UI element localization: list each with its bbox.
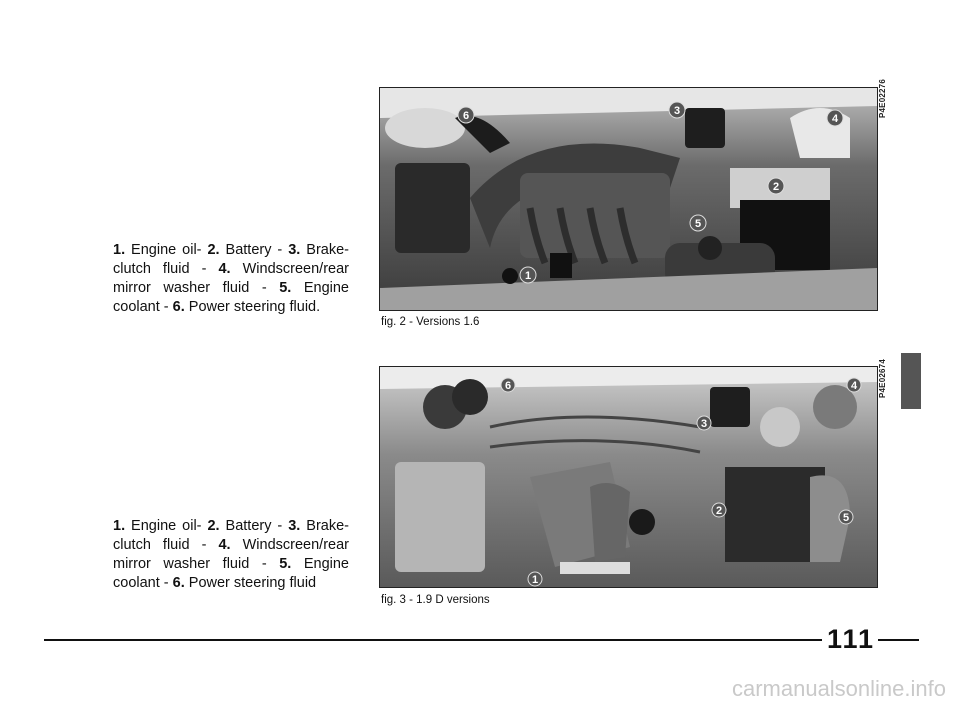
- marker-6: [458, 107, 474, 123]
- item-number: 4.: [218, 537, 231, 553]
- item-number: 6.: [172, 299, 185, 315]
- svg-text:3: 3: [700, 418, 708, 430]
- svg-text:5: 5: [842, 512, 850, 524]
- caption-fig2: [113, 241, 349, 317]
- marker-2: [712, 503, 726, 517]
- item-text: Engine coolant -: [113, 280, 349, 315]
- item-text: Battery -: [219, 242, 289, 258]
- item-text: Windscreen/rear mirror washer fluid -: [113, 537, 349, 572]
- caption-fig3: [113, 517, 349, 593]
- svg-text:6: 6: [462, 110, 470, 122]
- item-number: 6.: [172, 575, 185, 591]
- svg-text:2: 2: [772, 181, 780, 193]
- footer-rule: [44, 639, 822, 641]
- item-number: 1.: [113, 518, 126, 534]
- page-number: 111: [826, 624, 876, 654]
- marker-3: [669, 102, 685, 118]
- figure-caption: fig. 3 - 1.9 D versions: [381, 594, 490, 606]
- item-text: Battery -: [219, 518, 289, 534]
- watermark: carmanualsonline.info: [731, 676, 946, 701]
- svg-text:2: 2: [715, 505, 723, 517]
- item-number: 2.: [207, 242, 220, 258]
- svg-text:3: 3: [673, 105, 681, 117]
- item-number: 4.: [218, 261, 231, 277]
- svg-text:4: 4: [850, 380, 858, 392]
- item-text: Engine coolant -: [113, 556, 349, 591]
- marker-overlay: [380, 88, 877, 310]
- item-number: 2.: [207, 518, 220, 534]
- marker-1: [520, 267, 536, 283]
- marker-5: [690, 215, 706, 231]
- engine-bay-photo-fig3: [379, 366, 878, 588]
- svg-text:1: 1: [524, 270, 532, 282]
- footer-rule: [878, 639, 919, 641]
- marker-6: [501, 378, 515, 392]
- marker-2: [768, 178, 784, 194]
- marker-3: [697, 416, 711, 430]
- engine-bay-photo-fig2: [379, 87, 878, 311]
- marker-5: [839, 510, 853, 524]
- marker-4: [827, 110, 843, 126]
- item-number: 3.: [288, 518, 301, 534]
- figure-code: P4E02276: [878, 79, 887, 118]
- svg-text:5: 5: [694, 218, 702, 230]
- item-text: Power steering fluid: [184, 575, 317, 591]
- item-number: 5.: [279, 280, 292, 296]
- item-text: Brake-clutch fluid -: [113, 518, 349, 553]
- item-number: 3.: [288, 242, 301, 258]
- item-text: Windscreen/rear mirror washer fluid -: [113, 261, 349, 296]
- svg-text:4: 4: [831, 113, 839, 125]
- marker-overlay: [380, 367, 877, 587]
- item-number: 1.: [113, 242, 126, 258]
- item-number: 5.: [279, 556, 292, 572]
- section-tab-marker: [901, 353, 921, 409]
- marker-4: [847, 378, 861, 392]
- figure-caption: fig. 2 - Versions 1.6: [381, 316, 480, 328]
- item-text: Engine oil-: [125, 518, 208, 534]
- svg-text:1: 1: [531, 574, 539, 586]
- item-text: Power steering fluid.: [184, 299, 321, 315]
- item-text: Engine oil-: [125, 242, 208, 258]
- item-text: Brake-clutch fluid -: [113, 242, 349, 277]
- marker-1: [528, 572, 542, 586]
- svg-text:6: 6: [504, 380, 512, 392]
- figure-code: P4E02674: [878, 359, 887, 398]
